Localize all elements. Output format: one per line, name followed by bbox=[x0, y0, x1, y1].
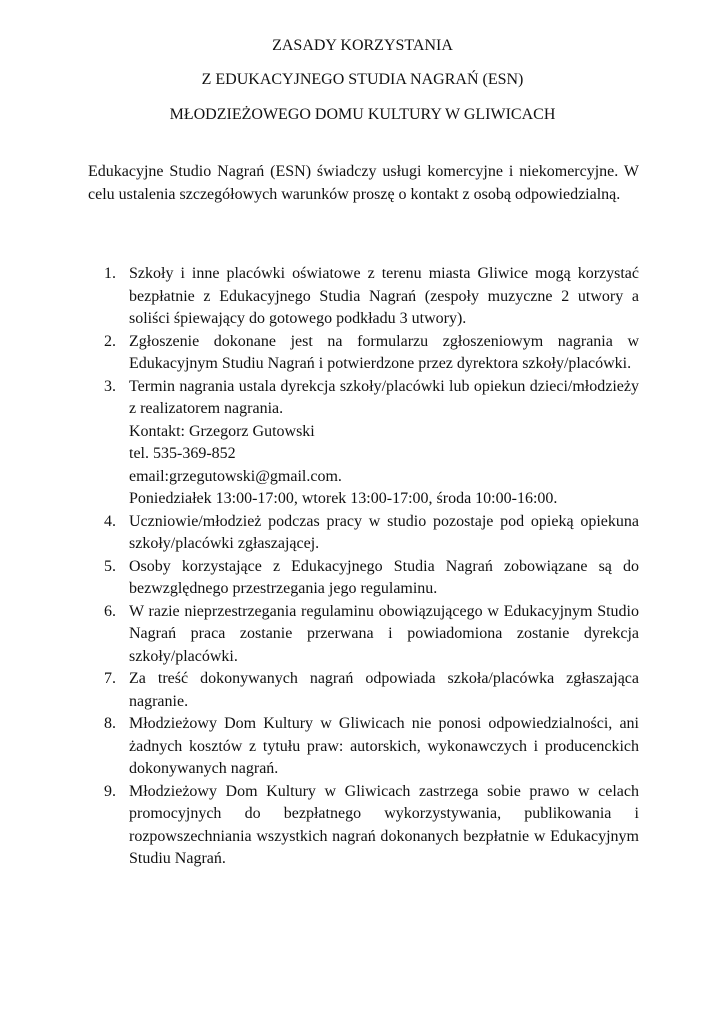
rule-item bbox=[88, 331, 639, 376]
contact-hours: Poniedziałek 13:00-17:00, wtorek 13:00-17:00, środa 10:00-16:00. bbox=[129, 490, 558, 507]
rule-text: Młodzieżowy Dom Kultury w Gliwicach nie ponosi odpowiedzialności, ani żadnych kosztów z tytułu praw: autorskich, wykonawczych i producenckich dokonywanych nagrań. bbox=[129, 715, 639, 777]
rule-number: 8. bbox=[104, 715, 116, 732]
contact-email: email:grzegutowski@gmail.com. bbox=[129, 467, 342, 485]
rule-item bbox=[88, 781, 639, 871]
rule-number: 2. bbox=[104, 332, 116, 350]
rule-text: Uczniowie/młodzież podczas pracy w studio pozostaje pod opieką opiekuna szkoły/placówki zgłaszającej. bbox=[129, 512, 639, 552]
rule-text: Termin nagrania ustala dyrekcja szkoły/placówki lub opiekun dzieci/młodzieży z realizatorem nagrania. bbox=[129, 377, 639, 417]
rule-number: 3. bbox=[104, 377, 116, 395]
rule-text: Osoby korzystające z Edukacyjnego Studia Nagrań zobowiązane są do bezwzględnego przestrzegania jego regulaminu. bbox=[129, 557, 639, 597]
contact-name: Kontakt: Grzegorz Gutowski bbox=[129, 422, 315, 440]
title-line-3: MŁODZIEŻOWEGO DOMU KULTURY W GLIWICACH bbox=[169, 106, 556, 123]
contact-phone: tel. 535-369-852 bbox=[129, 445, 236, 462]
rule-item bbox=[88, 601, 639, 669]
rule-item bbox=[88, 713, 639, 781]
rule-number: 4. bbox=[104, 512, 116, 530]
rule-text: Zgłoszenie dokonane jest na formularzu zgłoszeniowym nagrania w Edukacyjnym Studiu Nagrań i potwierdzone przez dyrektora szkoły/placówki. bbox=[129, 332, 639, 372]
rule-item bbox=[88, 511, 639, 556]
rule-number: 1. bbox=[104, 265, 116, 282]
rule-text: Za treść dokonywanych nagrań odpowiada szkoła/placówka zgłaszająca nagranie. bbox=[129, 670, 639, 710]
rule-text: Szkoły i inne placówki oświatowe z terenu miasta Gliwice mogą korzystać bezpłatnie z Edukacyjnego Studia Nagrań (zespoły muzyczne 2 utwory a soliści śpiewający do gotowego podkładu 3 utwory). bbox=[129, 265, 639, 327]
rule-item bbox=[88, 263, 639, 331]
rule-number: 6. bbox=[104, 602, 116, 620]
title-line-2: Z EDUKACYJNEGO STUDIA NAGRAŃ (ESN) bbox=[201, 71, 524, 88]
rule-text: Młodzieżowy Dom Kultury w Gliwicach zastrzega sobie prawo w celach promocyjnych do bezpłatnego wykorzystywania, publikowania i rozpowszechniania wszystkich nagrań dokonanych bezpłatnie w Edukacyjnym Studiu Nagrań. bbox=[129, 782, 639, 867]
rule-number: 9. bbox=[104, 782, 116, 800]
intro-paragraph: Edukacyjne Studio Nagrań (ESN) świadczy usługi komercyjne i niekomercyjne. W celu ustalenia szczegółowych warunków proszę o kontakt z osobą odpowiedzialną. bbox=[88, 163, 639, 203]
title-line-1: ZASADY KORZYSTANIA bbox=[272, 37, 453, 54]
rule-item bbox=[88, 556, 639, 601]
rule-number: 7. bbox=[104, 670, 116, 687]
rule-number: 5. bbox=[104, 557, 116, 575]
rule-text: W razie nieprzestrzegania regulaminu obowiązującego w Edukacyjnym Studio Nagrań praca zostanie przerwana i powiadomiona zostanie dyrekcja szkoły/placówki. bbox=[129, 602, 639, 665]
rule-item bbox=[88, 376, 639, 511]
rules-list bbox=[88, 263, 639, 871]
rule-item bbox=[88, 668, 639, 713]
